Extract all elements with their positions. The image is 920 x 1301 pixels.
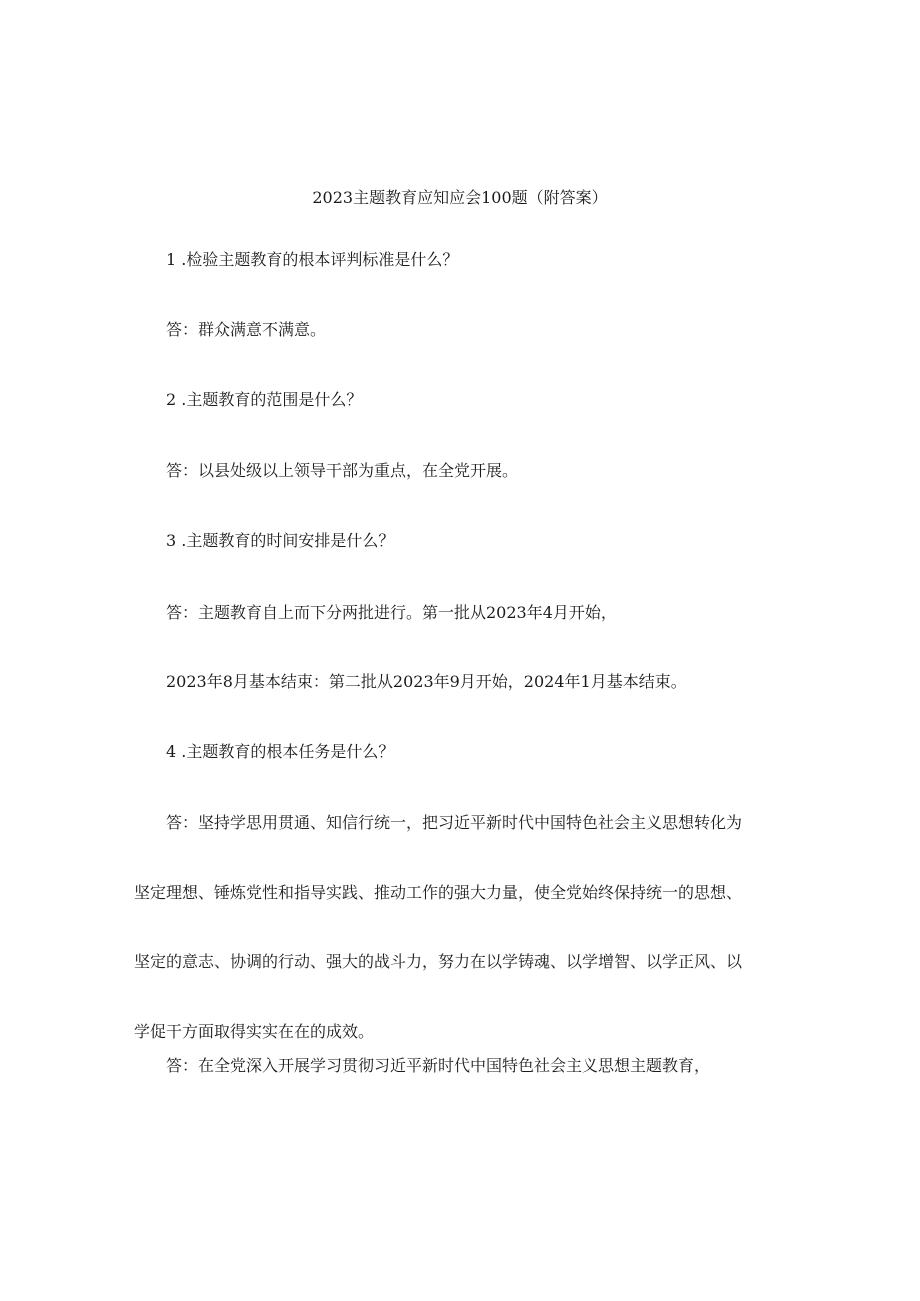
question-1: 1 .检验主题教育的根本评判标准是什么？	[166, 250, 459, 269]
answer-5-line-1: 答：在全党深入开展学习贯彻习近平新时代中国特色社会主义思想主题教育，	[166, 1056, 711, 1075]
question-4: 4 .主题教育的根本任务是什么？	[166, 742, 395, 761]
document-title: 2023主题教育应知应会100题（附答案）	[312, 188, 608, 207]
answer-3-line-2: 2023年8月基本结束：第二批从2023年9月开始，2024年1月基本结束。	[166, 672, 687, 691]
answer-2: 答：以县处级以上领导干部为重点，在全党开展。	[166, 461, 519, 480]
answer-1: 答：群众满意不满意。	[166, 320, 327, 339]
answer-4-line-4: 学促干方面取得实实在在的成效。	[134, 1022, 375, 1041]
answer-3-line-1: 答：主题教育自上而下分两批进行。第一批从2023年4月开始，	[166, 603, 617, 622]
question-2: 2 .主题教育的范围是什么？	[166, 390, 363, 409]
answer-4-line-2: 坚定理想、锤炼党性和指导实践、推动工作的强大力量，使全党始终保持统一的思想、	[134, 883, 743, 902]
answer-4-line-1: 答：坚持学思用贯通、知信行统一，把习近平新时代中国特色社会主义思想转化为	[166, 813, 743, 832]
answer-4-line-3: 坚定的意志、协调的行动、强大的战斗力，努力在以学铸魂、以学增智、以学正风、以	[134, 952, 743, 971]
question-3: 3 .主题教育的时间安排是什么？	[166, 531, 395, 550]
